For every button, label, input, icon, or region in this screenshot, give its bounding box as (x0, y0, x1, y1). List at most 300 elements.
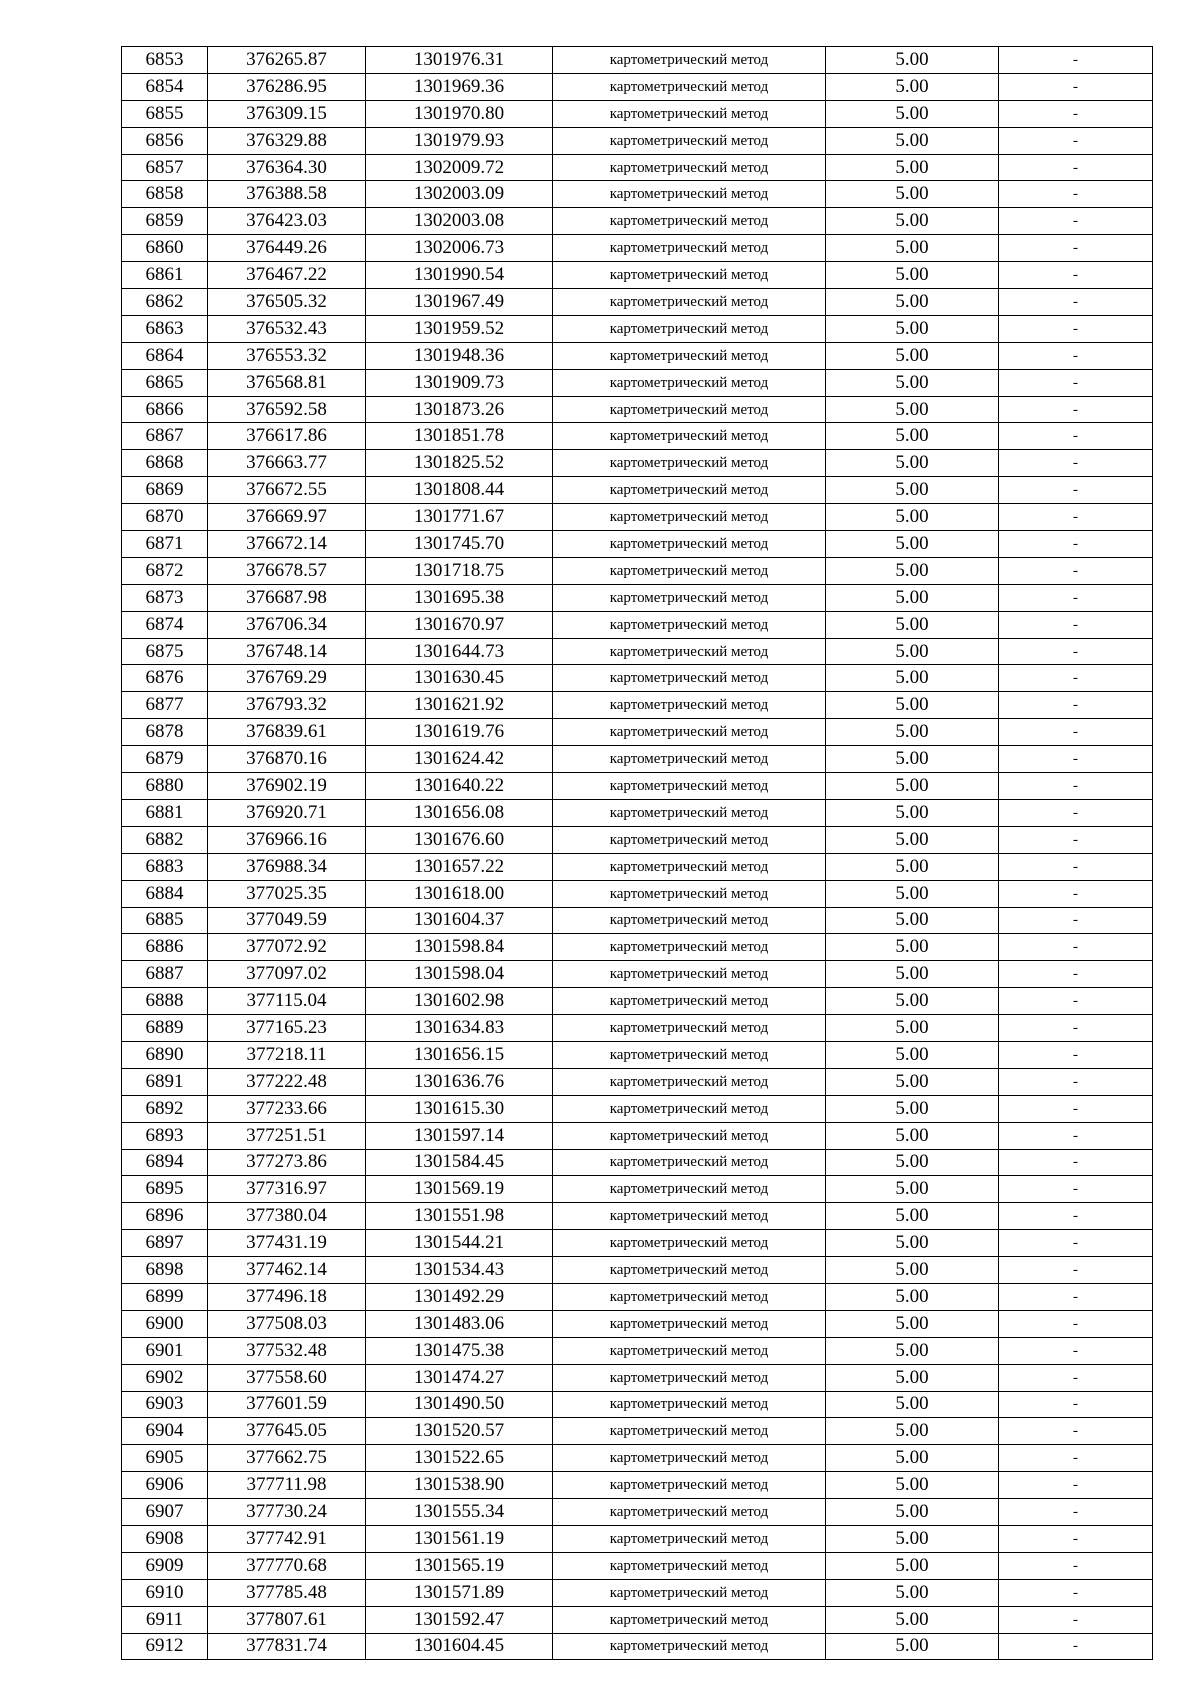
accuracy-cell: 5.00 (826, 907, 999, 934)
x-coordinate-cell: 376553.32 (208, 342, 366, 369)
accuracy-cell: 5.00 (826, 665, 999, 692)
method-cell: картометрический метод (553, 934, 826, 961)
y-coordinate-cell: 1301959.52 (366, 315, 553, 342)
y-coordinate-cell: 1301657.22 (366, 853, 553, 880)
note-cell: - (999, 557, 1153, 584)
x-coordinate-cell: 376902.19 (208, 773, 366, 800)
table-row (122, 396, 1153, 423)
x-coordinate-cell: 376839.61 (208, 719, 366, 746)
method-cell: картометрический метод (553, 396, 826, 423)
accuracy-cell: 5.00 (826, 1472, 999, 1499)
method-cell: картометрический метод (553, 1552, 826, 1579)
point-number-cell: 6895 (122, 1176, 208, 1203)
x-coordinate-cell: 377380.04 (208, 1203, 366, 1230)
accuracy-cell: 5.00 (826, 450, 999, 477)
note-cell: - (999, 692, 1153, 719)
accuracy-cell: 5.00 (826, 208, 999, 235)
table-row (122, 988, 1153, 1015)
table-row (122, 73, 1153, 100)
x-coordinate-cell: 376505.32 (208, 289, 366, 316)
point-number-cell: 6897 (122, 1230, 208, 1257)
y-coordinate-cell: 1301597.14 (366, 1122, 553, 1149)
table-row (122, 826, 1153, 853)
method-cell: картометрический метод (553, 73, 826, 100)
y-coordinate-cell: 1302006.73 (366, 235, 553, 262)
point-number-cell: 6874 (122, 611, 208, 638)
table-row (122, 1230, 1153, 1257)
method-cell: картометрический метод (553, 557, 826, 584)
accuracy-cell: 5.00 (826, 531, 999, 558)
point-number-cell: 6891 (122, 1068, 208, 1095)
point-number-cell: 6866 (122, 396, 208, 423)
method-cell: картометрический метод (553, 1633, 826, 1660)
table-row (122, 1176, 1153, 1203)
x-coordinate-cell: 376592.58 (208, 396, 366, 423)
table-row (122, 315, 1153, 342)
x-coordinate-cell: 377273.86 (208, 1149, 366, 1176)
x-coordinate-cell: 377431.19 (208, 1230, 366, 1257)
x-coordinate-cell: 376286.95 (208, 73, 366, 100)
table-row (122, 934, 1153, 961)
method-cell: картометрический метод (553, 1391, 826, 1418)
method-cell: картометрический метод (553, 1364, 826, 1391)
y-coordinate-cell: 1301522.65 (366, 1445, 553, 1472)
point-number-cell: 6893 (122, 1122, 208, 1149)
table-row (122, 1391, 1153, 1418)
table-row (122, 1015, 1153, 1042)
y-coordinate-cell: 1301873.26 (366, 396, 553, 423)
y-coordinate-cell: 1301592.47 (366, 1606, 553, 1633)
x-coordinate-cell: 377072.92 (208, 934, 366, 961)
accuracy-cell: 5.00 (826, 504, 999, 531)
table-row (122, 880, 1153, 907)
note-cell: - (999, 262, 1153, 289)
point-number-cell: 6857 (122, 154, 208, 181)
table-row (122, 1633, 1153, 1660)
y-coordinate-cell: 1301745.70 (366, 531, 553, 558)
x-coordinate-cell: 376793.32 (208, 692, 366, 719)
table-row (122, 773, 1153, 800)
note-cell: - (999, 1391, 1153, 1418)
accuracy-cell: 5.00 (826, 289, 999, 316)
note-cell: - (999, 127, 1153, 154)
table-row (122, 531, 1153, 558)
note-cell: - (999, 100, 1153, 127)
accuracy-cell: 5.00 (826, 1176, 999, 1203)
y-coordinate-cell: 1301604.37 (366, 907, 553, 934)
y-coordinate-cell: 1301483.06 (366, 1310, 553, 1337)
note-cell: - (999, 531, 1153, 558)
point-number-cell: 6873 (122, 584, 208, 611)
x-coordinate-cell: 377785.48 (208, 1579, 366, 1606)
point-number-cell: 6900 (122, 1310, 208, 1337)
note-cell: - (999, 47, 1153, 74)
y-coordinate-cell: 1301970.80 (366, 100, 553, 127)
accuracy-cell: 5.00 (826, 1364, 999, 1391)
point-number-cell: 6877 (122, 692, 208, 719)
method-cell: картометрический метод (553, 477, 826, 504)
method-cell: картометрический метод (553, 1418, 826, 1445)
x-coordinate-cell: 376669.97 (208, 504, 366, 531)
accuracy-cell: 5.00 (826, 1418, 999, 1445)
point-number-cell: 6909 (122, 1552, 208, 1579)
y-coordinate-cell: 1301695.38 (366, 584, 553, 611)
note-cell: - (999, 477, 1153, 504)
method-cell: картометрический метод (553, 1310, 826, 1337)
y-coordinate-cell: 1301718.75 (366, 557, 553, 584)
y-coordinate-cell: 1301615.30 (366, 1095, 553, 1122)
point-number-cell: 6869 (122, 477, 208, 504)
method-cell: картометрический метод (553, 584, 826, 611)
x-coordinate-cell: 377742.91 (208, 1525, 366, 1552)
table-row (122, 1418, 1153, 1445)
table-row (122, 746, 1153, 773)
note-cell: - (999, 342, 1153, 369)
x-coordinate-cell: 376467.22 (208, 262, 366, 289)
x-coordinate-cell: 376870.16 (208, 746, 366, 773)
table-row (122, 1552, 1153, 1579)
accuracy-cell: 5.00 (826, 1230, 999, 1257)
point-number-cell: 6853 (122, 47, 208, 74)
method-cell: картометрический метод (553, 531, 826, 558)
method-cell: картометрический метод (553, 799, 826, 826)
accuracy-cell: 5.00 (826, 826, 999, 853)
note-cell: - (999, 1041, 1153, 1068)
note-cell: - (999, 315, 1153, 342)
table-row (122, 423, 1153, 450)
note-cell: - (999, 1364, 1153, 1391)
y-coordinate-cell: 1301551.98 (366, 1203, 553, 1230)
note-cell: - (999, 853, 1153, 880)
note-cell: - (999, 1230, 1153, 1257)
method-cell: картометрический метод (553, 988, 826, 1015)
accuracy-cell: 5.00 (826, 1149, 999, 1176)
y-coordinate-cell: 1301636.76 (366, 1068, 553, 1095)
method-cell: картометрический метод (553, 1068, 826, 1095)
method-cell: картометрический метод (553, 342, 826, 369)
point-number-cell: 6889 (122, 1015, 208, 1042)
y-coordinate-cell: 1301909.73 (366, 369, 553, 396)
table-row (122, 1337, 1153, 1364)
x-coordinate-cell: 377508.03 (208, 1310, 366, 1337)
method-cell: картометрический метод (553, 1445, 826, 1472)
method-cell: картометрический метод (553, 289, 826, 316)
note-cell: - (999, 1499, 1153, 1526)
table-row (122, 100, 1153, 127)
accuracy-cell: 5.00 (826, 880, 999, 907)
y-coordinate-cell: 1301569.19 (366, 1176, 553, 1203)
method-cell: картометрический метод (553, 504, 826, 531)
method-cell: картометрический метод (553, 100, 826, 127)
table-row (122, 262, 1153, 289)
method-cell: картометрический метод (553, 1499, 826, 1526)
table-row (122, 1122, 1153, 1149)
method-cell: картометрический метод (553, 262, 826, 289)
y-coordinate-cell: 1301851.78 (366, 423, 553, 450)
accuracy-cell: 5.00 (826, 746, 999, 773)
table-row (122, 208, 1153, 235)
table-row (122, 1068, 1153, 1095)
note-cell: - (999, 584, 1153, 611)
table-row (122, 692, 1153, 719)
accuracy-cell: 5.00 (826, 1337, 999, 1364)
point-number-cell: 6892 (122, 1095, 208, 1122)
point-number-cell: 6863 (122, 315, 208, 342)
method-cell: картометрический метод (553, 1041, 826, 1068)
y-coordinate-cell: 1301619.76 (366, 719, 553, 746)
y-coordinate-cell: 1301990.54 (366, 262, 553, 289)
point-number-cell: 6888 (122, 988, 208, 1015)
y-coordinate-cell: 1301656.15 (366, 1041, 553, 1068)
note-cell: - (999, 638, 1153, 665)
method-cell: картометрический метод (553, 1230, 826, 1257)
method-cell: картометрический метод (553, 315, 826, 342)
note-cell: - (999, 1525, 1153, 1552)
y-coordinate-cell: 1301492.29 (366, 1283, 553, 1310)
table-row (122, 1606, 1153, 1633)
table-row (122, 127, 1153, 154)
point-number-cell: 6887 (122, 961, 208, 988)
point-number-cell: 6905 (122, 1445, 208, 1472)
method-cell: картометрический метод (553, 1472, 826, 1499)
table-row (122, 1364, 1153, 1391)
y-coordinate-cell: 1302003.08 (366, 208, 553, 235)
note-cell: - (999, 208, 1153, 235)
point-number-cell: 6862 (122, 289, 208, 316)
accuracy-cell: 5.00 (826, 934, 999, 961)
table-row (122, 1499, 1153, 1526)
method-cell: картометрический метод (553, 208, 826, 235)
x-coordinate-cell: 377097.02 (208, 961, 366, 988)
accuracy-cell: 5.00 (826, 799, 999, 826)
point-number-cell: 6860 (122, 235, 208, 262)
x-coordinate-cell: 377251.51 (208, 1122, 366, 1149)
y-coordinate-cell: 1301640.22 (366, 773, 553, 800)
accuracy-cell: 5.00 (826, 1041, 999, 1068)
y-coordinate-cell: 1301634.83 (366, 1015, 553, 1042)
note-cell: - (999, 746, 1153, 773)
point-number-cell: 6907 (122, 1499, 208, 1526)
x-coordinate-cell: 377316.97 (208, 1176, 366, 1203)
y-coordinate-cell: 1301544.21 (366, 1230, 553, 1257)
table-row (122, 47, 1153, 74)
note-cell: - (999, 988, 1153, 1015)
x-coordinate-cell: 376265.87 (208, 47, 366, 74)
point-number-cell: 6875 (122, 638, 208, 665)
x-coordinate-cell: 377730.24 (208, 1499, 366, 1526)
point-number-cell: 6903 (122, 1391, 208, 1418)
accuracy-cell: 5.00 (826, 396, 999, 423)
x-coordinate-cell: 377025.35 (208, 880, 366, 907)
method-cell: картометрический метод (553, 611, 826, 638)
accuracy-cell: 5.00 (826, 853, 999, 880)
point-number-cell: 6879 (122, 746, 208, 773)
point-number-cell: 6881 (122, 799, 208, 826)
method-cell: картометрический метод (553, 880, 826, 907)
note-cell: - (999, 1337, 1153, 1364)
note-cell: - (999, 1633, 1153, 1660)
y-coordinate-cell: 1301979.93 (366, 127, 553, 154)
method-cell: картометрический метод (553, 181, 826, 208)
x-coordinate-cell: 377462.14 (208, 1257, 366, 1284)
method-cell: картометрический метод (553, 47, 826, 74)
accuracy-cell: 5.00 (826, 315, 999, 342)
note-cell: - (999, 289, 1153, 316)
table-row (122, 557, 1153, 584)
accuracy-cell: 5.00 (826, 1203, 999, 1230)
table-row (122, 181, 1153, 208)
note-cell: - (999, 1068, 1153, 1095)
x-coordinate-cell: 377115.04 (208, 988, 366, 1015)
y-coordinate-cell: 1301538.90 (366, 1472, 553, 1499)
note-cell: - (999, 235, 1153, 262)
table-row (122, 1041, 1153, 1068)
method-cell: картометрический метод (553, 1283, 826, 1310)
note-cell: - (999, 961, 1153, 988)
x-coordinate-cell: 377645.05 (208, 1418, 366, 1445)
method-cell: картометрический метод (553, 1122, 826, 1149)
note-cell: - (999, 1552, 1153, 1579)
y-coordinate-cell: 1301565.19 (366, 1552, 553, 1579)
note-cell: - (999, 1176, 1153, 1203)
note-cell: - (999, 369, 1153, 396)
accuracy-cell: 5.00 (826, 262, 999, 289)
point-number-cell: 6855 (122, 100, 208, 127)
accuracy-cell: 5.00 (826, 1310, 999, 1337)
y-coordinate-cell: 1301630.45 (366, 665, 553, 692)
method-cell: картометрический метод (553, 1149, 826, 1176)
method-cell: картометрический метод (553, 907, 826, 934)
method-cell: картометрический метод (553, 1203, 826, 1230)
method-cell: картометрический метод (553, 1579, 826, 1606)
accuracy-cell: 5.00 (826, 47, 999, 74)
accuracy-cell: 5.00 (826, 719, 999, 746)
x-coordinate-cell: 376364.30 (208, 154, 366, 181)
x-coordinate-cell: 376672.14 (208, 531, 366, 558)
point-number-cell: 6908 (122, 1525, 208, 1552)
method-cell: картометрический метод (553, 423, 826, 450)
note-cell: - (999, 154, 1153, 181)
point-number-cell: 6885 (122, 907, 208, 934)
x-coordinate-cell: 376532.43 (208, 315, 366, 342)
table-row (122, 799, 1153, 826)
point-number-cell: 6894 (122, 1149, 208, 1176)
table-row (122, 1472, 1153, 1499)
point-number-cell: 6899 (122, 1283, 208, 1310)
accuracy-cell: 5.00 (826, 1015, 999, 1042)
table-row (122, 853, 1153, 880)
note-cell: - (999, 181, 1153, 208)
method-cell: картометрический метод (553, 638, 826, 665)
y-coordinate-cell: 1301534.43 (366, 1257, 553, 1284)
point-number-cell: 6906 (122, 1472, 208, 1499)
y-coordinate-cell: 1301584.45 (366, 1149, 553, 1176)
x-coordinate-cell: 376309.15 (208, 100, 366, 127)
table-row (122, 450, 1153, 477)
y-coordinate-cell: 1301474.27 (366, 1364, 553, 1391)
y-coordinate-cell: 1301571.89 (366, 1579, 553, 1606)
y-coordinate-cell: 1301555.34 (366, 1499, 553, 1526)
y-coordinate-cell: 1301948.36 (366, 342, 553, 369)
x-coordinate-cell: 376423.03 (208, 208, 366, 235)
note-cell: - (999, 423, 1153, 450)
accuracy-cell: 5.00 (826, 477, 999, 504)
point-number-cell: 6878 (122, 719, 208, 746)
y-coordinate-cell: 1301598.84 (366, 934, 553, 961)
accuracy-cell: 5.00 (826, 611, 999, 638)
x-coordinate-cell: 376687.98 (208, 584, 366, 611)
x-coordinate-cell: 377049.59 (208, 907, 366, 934)
note-cell: - (999, 1606, 1153, 1633)
y-coordinate-cell: 1301771.67 (366, 504, 553, 531)
y-coordinate-cell: 1301598.04 (366, 961, 553, 988)
accuracy-cell: 5.00 (826, 1552, 999, 1579)
x-coordinate-cell: 376988.34 (208, 853, 366, 880)
accuracy-cell: 5.00 (826, 638, 999, 665)
note-cell: - (999, 1310, 1153, 1337)
point-number-cell: 6876 (122, 665, 208, 692)
y-coordinate-cell: 1301490.50 (366, 1391, 553, 1418)
note-cell: - (999, 907, 1153, 934)
accuracy-cell: 5.00 (826, 1257, 999, 1284)
y-coordinate-cell: 1301475.38 (366, 1337, 553, 1364)
x-coordinate-cell: 377662.75 (208, 1445, 366, 1472)
note-cell: - (999, 1445, 1153, 1472)
accuracy-cell: 5.00 (826, 1499, 999, 1526)
note-cell: - (999, 450, 1153, 477)
point-number-cell: 6904 (122, 1418, 208, 1445)
y-coordinate-cell: 1301602.98 (366, 988, 553, 1015)
method-cell: картометрический метод (553, 450, 826, 477)
table-row (122, 1525, 1153, 1552)
table-row (122, 665, 1153, 692)
table-row (122, 477, 1153, 504)
note-cell: - (999, 1283, 1153, 1310)
point-number-cell: 6883 (122, 853, 208, 880)
note-cell: - (999, 880, 1153, 907)
method-cell: картометрический метод (553, 1606, 826, 1633)
accuracy-cell: 5.00 (826, 369, 999, 396)
table-row (122, 611, 1153, 638)
method-cell: картометрический метод (553, 746, 826, 773)
point-number-cell: 6912 (122, 1633, 208, 1660)
method-cell: картометрический метод (553, 1095, 826, 1122)
point-number-cell: 6911 (122, 1606, 208, 1633)
method-cell: картометрический метод (553, 154, 826, 181)
x-coordinate-cell: 376672.55 (208, 477, 366, 504)
table-row (122, 961, 1153, 988)
x-coordinate-cell: 376769.29 (208, 665, 366, 692)
method-cell: картометрический метод (553, 1337, 826, 1364)
table-row (122, 1095, 1153, 1122)
x-coordinate-cell: 377770.68 (208, 1552, 366, 1579)
method-cell: картометрический метод (553, 719, 826, 746)
note-cell: - (999, 1095, 1153, 1122)
point-number-cell: 6886 (122, 934, 208, 961)
method-cell: картометрический метод (553, 235, 826, 262)
note-cell: - (999, 73, 1153, 100)
accuracy-cell: 5.00 (826, 1283, 999, 1310)
accuracy-cell: 5.00 (826, 557, 999, 584)
point-number-cell: 6868 (122, 450, 208, 477)
note-cell: - (999, 396, 1153, 423)
coordinates-table-body (122, 47, 1153, 1660)
method-cell: картометрический метод (553, 369, 826, 396)
table-row (122, 584, 1153, 611)
point-number-cell: 6884 (122, 880, 208, 907)
note-cell: - (999, 1579, 1153, 1606)
accuracy-cell: 5.00 (826, 961, 999, 988)
